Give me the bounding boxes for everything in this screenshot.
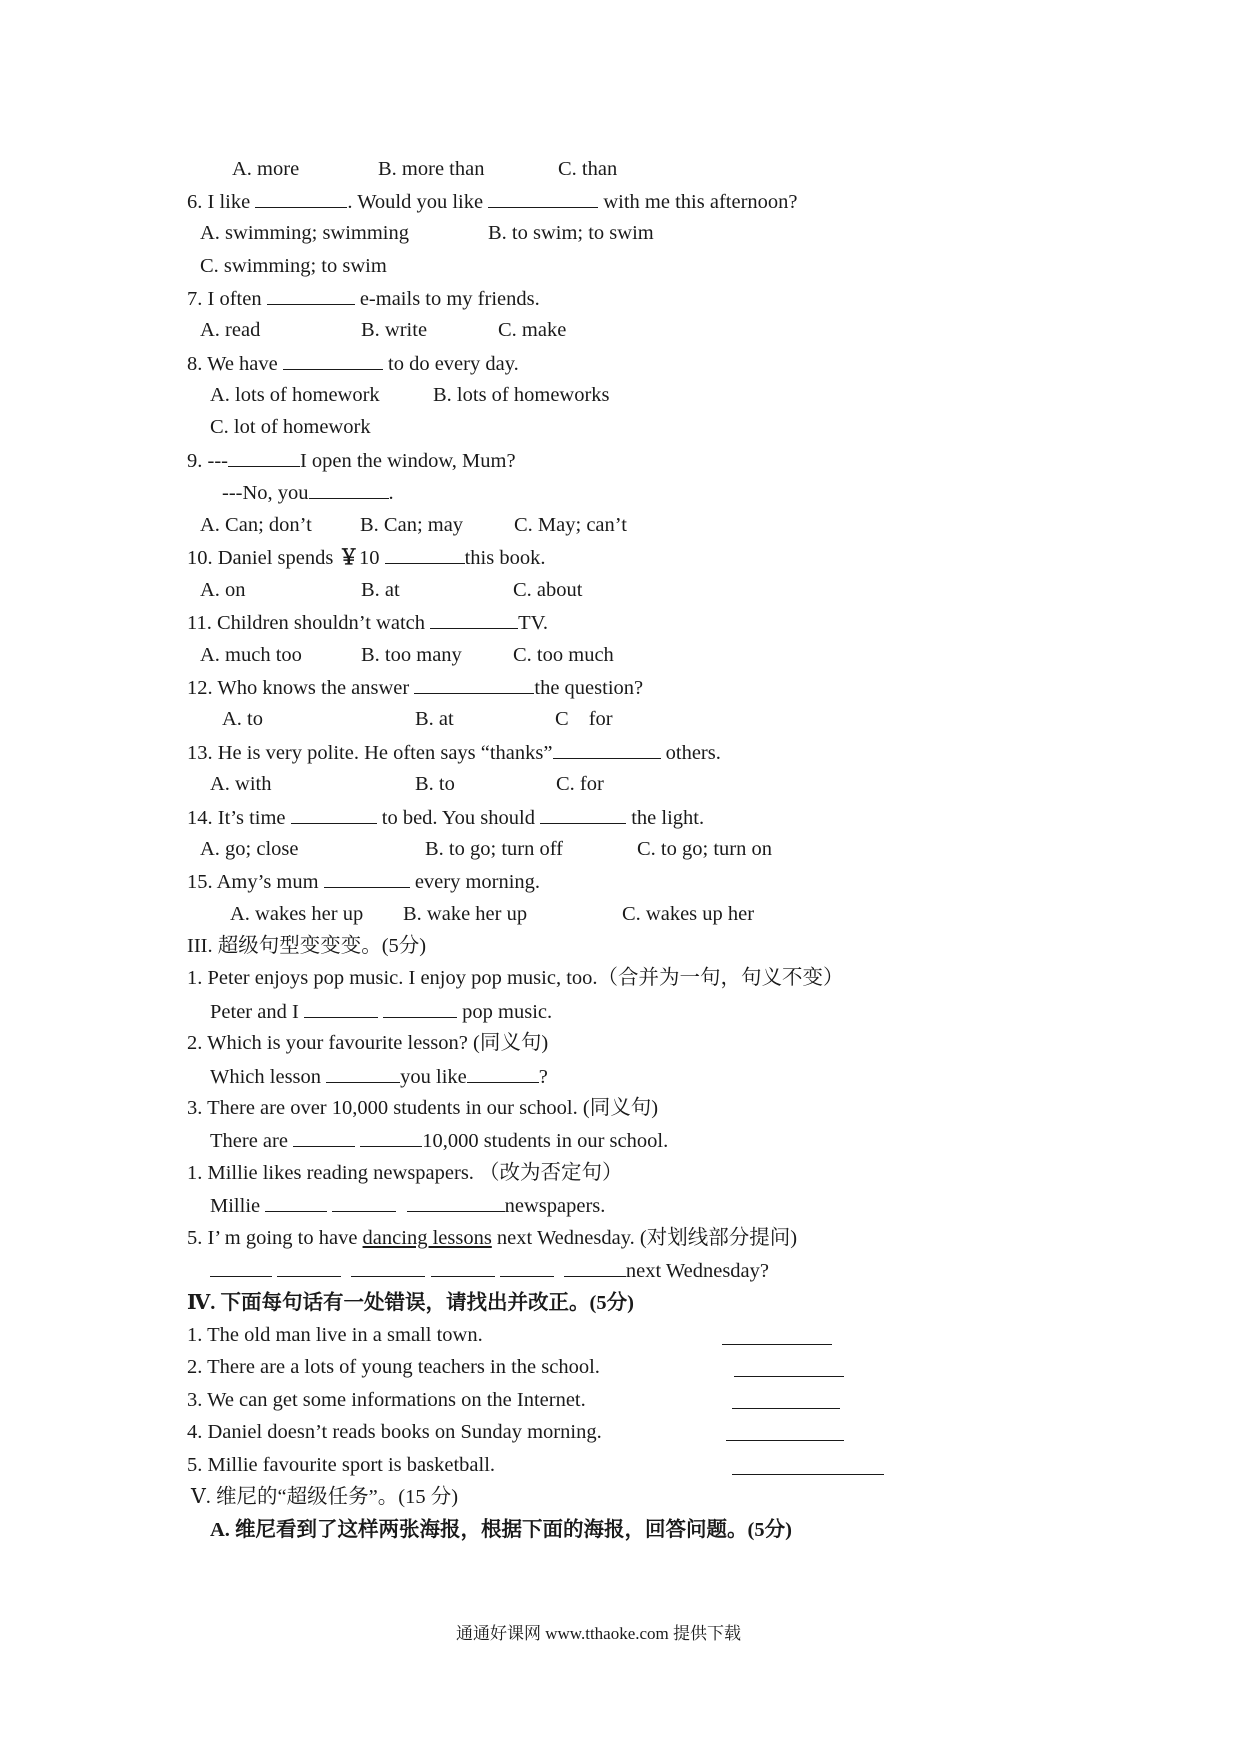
- q9-stem: [187, 448, 516, 473]
- sec3-item-4-blank-1: [265, 1193, 327, 1212]
- page-footer: 通通好课网 www.tthaoke.com 提供下载: [456, 1624, 742, 1643]
- q15-text-1: 15. Amy’s mum: [187, 871, 324, 893]
- q11-blank: [430, 610, 518, 629]
- q8-text-1: 8. We have: [187, 353, 283, 375]
- sec4-answer-line-1: [722, 1344, 832, 1345]
- q6-blank-1: [255, 189, 347, 208]
- q6-blank-2: [488, 189, 598, 208]
- sec3-item-2-answer: [210, 1064, 548, 1089]
- q7-text-1: 7. I often: [187, 288, 267, 310]
- q8-blank: [283, 351, 383, 370]
- q14-blank-2: [540, 805, 626, 824]
- sec3-item-4: 1. Millie likes reading newspapers. （改为否定句）: [187, 1162, 623, 1184]
- q10-blank: [385, 545, 465, 564]
- q6-option-a: A. swimming; swimming: [200, 222, 410, 244]
- sec3-item-4-text: Millie: [210, 1195, 266, 1217]
- sec4-item-3: 3. We can get some informations on the Internet.: [187, 1389, 586, 1411]
- q10-text-2: this book.: [464, 547, 546, 569]
- sec3-item-2-blank-1: [326, 1064, 400, 1083]
- q9-blank-1: [228, 448, 300, 467]
- q14-option-c: C. to go; turn on: [637, 838, 772, 860]
- q6-option-b: B. to swim; to swim: [488, 222, 654, 244]
- q5-option-a: A. more: [232, 158, 300, 180]
- q10-option-a: A. on: [200, 579, 246, 601]
- q14-text-1: 14. It’s time: [187, 807, 291, 829]
- sec4-item-4: 4. Daniel doesn’t reads books on Sunday morning.: [187, 1421, 602, 1443]
- sec3-item-5: [187, 1226, 797, 1250]
- sec3-item-5-blank-2: [277, 1258, 341, 1277]
- section-3-title: III. 超级句型变变变。(5分): [187, 935, 427, 957]
- q12-option-c: [555, 707, 613, 731]
- sec3-item-2-text-2: you like: [400, 1066, 467, 1088]
- sec3-item-5-blank-4: [431, 1258, 495, 1277]
- q14-blank-1: [291, 805, 377, 824]
- q15-option-a: A. wakes her up: [230, 903, 364, 925]
- q7-stem: [187, 286, 540, 311]
- q5-option-b: B. more than: [378, 158, 485, 180]
- q12-text-2: the question?: [534, 677, 644, 699]
- q9-option-b: B. Can; may: [360, 514, 464, 536]
- q10-option-b: B. at: [361, 579, 400, 601]
- q13-option-b: B. to: [415, 773, 455, 795]
- sec3-item-1-text: Peter and I: [210, 1001, 304, 1023]
- q6-text-3: with me this afternoon?: [598, 191, 798, 213]
- sec3-item-5-underlined: dancing lessons: [362, 1227, 492, 1249]
- q7-option-c: C. make: [498, 319, 567, 341]
- sec3-item-5-text-2: next Wednesday. (对划线部分提问): [491, 1227, 798, 1249]
- q9-reply-text: ---No, you: [222, 482, 309, 504]
- q9-option-a: A. Can; don’t: [200, 514, 312, 536]
- q12-option-c-text: for: [588, 708, 613, 730]
- q6-text-2: . Would you like: [347, 191, 489, 213]
- q13-text-2: others.: [660, 742, 721, 764]
- q7-blank: [267, 286, 355, 305]
- q14-option-b: B. to go; turn off: [425, 838, 563, 860]
- q15-option-c: C. wakes up her: [622, 903, 755, 925]
- q14-text-2: to bed. You should: [376, 807, 541, 829]
- q8-option-a: A. lots of homework: [210, 384, 380, 406]
- q13-blank: [553, 740, 661, 759]
- sec3-item-5-blank-1: [210, 1258, 272, 1277]
- sec3-item-1-text-2: pop music.: [457, 1001, 553, 1023]
- q8-stem: [187, 351, 519, 376]
- sec3-item-3-blank-2: [360, 1128, 422, 1147]
- q14-option-a: A. go; close: [200, 838, 299, 860]
- sec3-item-3-answer: [210, 1128, 668, 1153]
- q12-blank: [414, 675, 534, 694]
- sec3-item-3-text-2: 10,000 students in our school.: [422, 1130, 669, 1152]
- q14-text-3: the light.: [626, 807, 705, 829]
- sec4-item-1: 1. The old man live in a small town.: [187, 1324, 483, 1346]
- q13-text-1: 13. He is very polite. He often says “thanks”: [187, 742, 553, 764]
- q13-option-c: C. for: [556, 773, 604, 795]
- q9-text-1: 9. ---: [187, 450, 228, 472]
- sec3-item-2-text: Which lesson: [210, 1066, 327, 1088]
- q15-option-b: B. wake her up: [403, 903, 528, 925]
- q8-text-2: to do every day.: [382, 353, 519, 375]
- sec3-item-5-blank-5: [500, 1258, 554, 1277]
- q12-text-1: 12. Who knows the answer: [187, 677, 415, 699]
- q11-option-a: A. much too: [200, 644, 302, 666]
- sec3-item-5-answer: [210, 1258, 769, 1283]
- q10-option-c: C. about: [513, 579, 583, 601]
- sec3-item-3-text: There are: [210, 1130, 294, 1152]
- sec3-item-2-blank-2: [467, 1064, 539, 1083]
- q9-reply: [222, 480, 394, 505]
- sec3-item-4-blank-3: [407, 1193, 505, 1212]
- q6-stem: [187, 189, 798, 214]
- q14-stem: [187, 805, 704, 830]
- sec3-item-5-blank-6: [564, 1258, 626, 1277]
- sec4-answer-line-3: [732, 1408, 840, 1409]
- q15-text-2: every morning.: [409, 871, 541, 893]
- q11-text-1: 11. Children shouldn’t watch: [187, 612, 431, 634]
- q12-option-b: B. at: [415, 708, 454, 730]
- sec4-item-2: 2. There are a lots of young teachers in the school.: [187, 1356, 600, 1378]
- sec3-item-5-text: 5. I’ m going to have: [187, 1227, 363, 1249]
- sec3-item-2: 2. Which is your favourite lesson? (同义句): [187, 1032, 549, 1054]
- sec4-answer-line-2: [734, 1376, 844, 1377]
- section-5-part-a: A. 维尼看到了这样两张海报，根据下面的海报，回答问题。(5分): [210, 1519, 792, 1541]
- sec4-answer-line-5: [732, 1474, 884, 1475]
- q11-text-2: TV.: [518, 612, 548, 634]
- sec3-item-1-blank-2: [383, 999, 457, 1018]
- q10-stem: [187, 545, 545, 570]
- sec4-answer-line-4: [726, 1440, 844, 1441]
- q10-yen-sign: ￥: [338, 547, 359, 569]
- q11-option-b: B. too many: [361, 644, 462, 666]
- q7-option-a: A. read: [200, 319, 261, 341]
- q11-stem: [187, 610, 548, 635]
- q15-blank: [324, 869, 410, 888]
- q9-option-c: C. May; can’t: [514, 514, 627, 536]
- sec3-item-2-text-3: ?: [538, 1066, 548, 1088]
- q6-option-c: C. swimming; to swim: [200, 255, 387, 277]
- q10-amount: 10: [358, 547, 385, 569]
- q10-text-1: 10. Daniel spends: [187, 547, 339, 569]
- q11-option-c: C. too much: [513, 644, 614, 666]
- sec3-item-4-text-2: newspapers.: [504, 1195, 606, 1217]
- q9-blank-2: [309, 480, 389, 499]
- sec3-item-4-answer: [210, 1193, 605, 1218]
- q12-option-c-letter: C: [555, 708, 569, 730]
- section-4-title: Ⅳ. 下面每句话有一处错误，请找出并改正。(5分): [187, 1292, 634, 1314]
- q7-option-b: B. write: [361, 319, 428, 341]
- sec3-item-3-blank-1: [293, 1128, 355, 1147]
- q15-stem: [187, 869, 540, 894]
- q6-text-1: 6. I like: [187, 191, 256, 213]
- q9-text-2: I open the window, Mum?: [299, 450, 516, 472]
- q13-stem: [187, 740, 721, 765]
- section-5-title: Ⅴ. 维尼的“超级任务”。(15 分): [191, 1486, 459, 1508]
- sec3-item-3: 3. There are over 10,000 students in our school. (同义句): [187, 1097, 659, 1119]
- sec3-item-1-blank-1: [304, 999, 378, 1018]
- q12-option-a: A. to: [222, 708, 263, 730]
- q12-stem: [187, 675, 643, 700]
- q8-option-b: B. lots of homeworks: [433, 384, 610, 406]
- q7-text-2: e-mails to my friends.: [354, 288, 540, 310]
- q9-reply-end: .: [388, 482, 394, 504]
- q5-option-c: C. than: [558, 158, 618, 180]
- sec3-item-4-blank-2: [332, 1193, 396, 1212]
- q8-option-c: C. lot of homework: [210, 416, 371, 438]
- sec3-item-5-text-3: next Wednesday?: [625, 1260, 770, 1282]
- sec3-item-1: 1. Peter enjoys pop music. I enjoy pop music, too.（合并为一句，句义不变）: [187, 967, 844, 989]
- sec3-item-1-answer: [210, 999, 552, 1024]
- q13-option-a: A. with: [210, 773, 272, 795]
- sec4-item-5: 5. Millie favourite sport is basketball.: [187, 1454, 496, 1476]
- sec3-item-5-blank-3: [351, 1258, 425, 1277]
